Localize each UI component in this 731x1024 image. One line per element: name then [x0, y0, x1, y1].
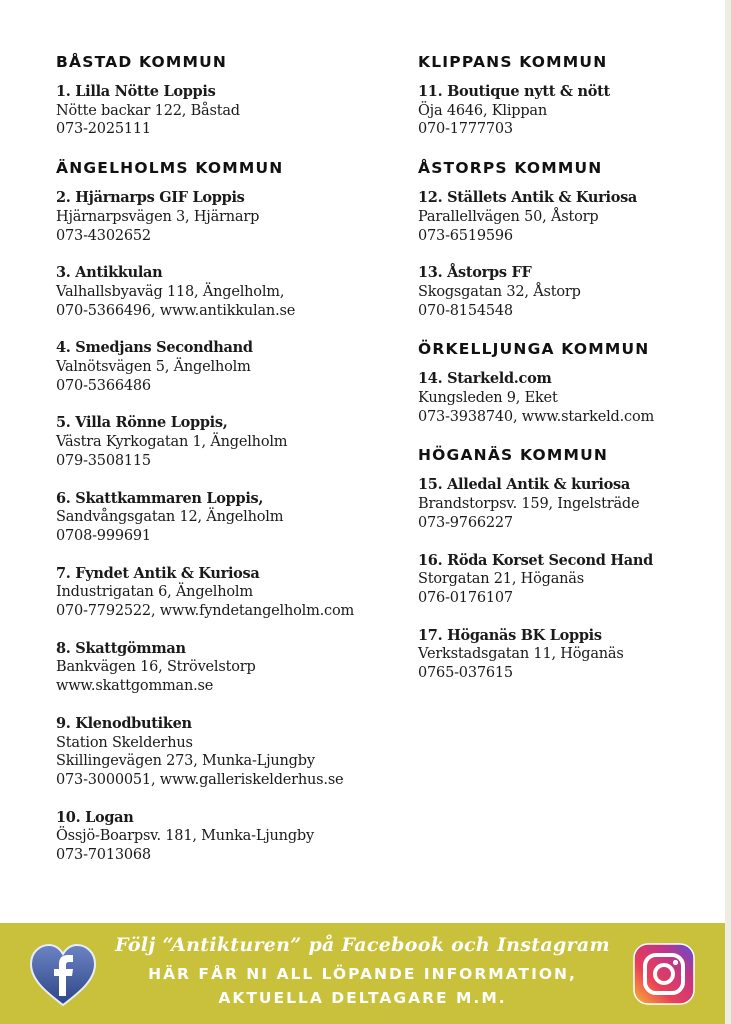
- section-title: BÅSTAD KOMMUN: [56, 53, 228, 71]
- shop-name: 12. Ställets Antik & Kuriosa: [418, 189, 638, 207]
- shop-detail-line: Össjö-Boarpsv. 181, Munka-Ljungby: [56, 828, 314, 845]
- section-title: ÄNGELHOLMS KOMMUN: [56, 159, 284, 178]
- shop-entry: [56, 490, 386, 546]
- kommun-section: [418, 445, 718, 682]
- section-title: ÖRKELLJUNGA KOMMUN: [418, 340, 650, 359]
- shop-name: 17. Höganäs BK Loppis: [418, 626, 602, 644]
- shop-detail-line: 070-8154548: [418, 302, 513, 319]
- shop-name: 5. Villa Rönne Loppis,: [56, 414, 228, 432]
- shop-detail-line: 073-3938740, www.starkeld.com: [418, 408, 655, 425]
- right-column: [418, 52, 718, 702]
- shop-name: 16. Röda Korset Second Hand: [418, 551, 653, 569]
- footer-info-text: HÄR FÅR NI ALL LÖPANDE INFORMATION,: [148, 965, 577, 983]
- shop-name: 10. Logan: [56, 808, 134, 826]
- shop-name: 3. Antikkulan: [56, 264, 163, 282]
- shop-entry: [56, 809, 386, 865]
- page-edge: [725, 0, 731, 1024]
- social-footer-banner: [0, 923, 725, 1024]
- shop-detail-line: Bankvägen 16, Strövelstorp: [56, 659, 256, 676]
- shop-detail-line: Parallellvägen 50, Åstorp: [418, 208, 599, 225]
- shop-detail-line: Station Skelderhus: [56, 734, 193, 751]
- kommun-section: [418, 339, 718, 426]
- shop-detail-line: Nötte backar 122, Båstad: [56, 102, 240, 119]
- shop-entry: [56, 715, 386, 790]
- shop-entry: [418, 83, 718, 139]
- shop-detail-line: Valnötsvägen 5, Ängelholm: [56, 359, 251, 376]
- shop-name: 13. Åstorps FF: [418, 264, 532, 282]
- section-title: HÖGANÄS KOMMUN: [418, 446, 609, 465]
- kommun-section: [56, 158, 386, 865]
- shop-name: 1. Lilla Nötte Loppis: [56, 83, 216, 100]
- shop-detail-line: Kungsleden 9, Eket: [418, 390, 558, 407]
- shop-entry: [56, 339, 386, 395]
- shop-detail-line: Valhallsbyaväg 118, Ängelholm,: [56, 283, 285, 300]
- shop-name: 15. Alledal Antik & kuriosa: [418, 476, 630, 494]
- facebook-heart-icon[interactable]: [28, 942, 98, 1008]
- shop-entry: [56, 264, 386, 320]
- shop-name: 11. Boutique nytt & nött: [418, 83, 610, 100]
- kommun-section: [418, 158, 718, 320]
- section-title: ÅSTORPS KOMMUN: [418, 159, 603, 178]
- shop-detail-line: 073-9766227: [418, 514, 513, 531]
- shop-detail-line: Västra Kyrkogatan 1, Ängelholm: [56, 434, 288, 451]
- shop-detail-line: 076-0176107: [418, 589, 513, 606]
- footer-follow-text: Följ “Antikturen” på Facebook och Instagram: [115, 934, 610, 956]
- shop-detail-line: Storgatan 21, Höganäs: [418, 571, 584, 588]
- kommun-section: [56, 52, 386, 139]
- shop-detail-line: 0708-999691: [56, 527, 151, 544]
- shop-name: 14. Starkeld.com: [418, 370, 552, 388]
- shop-name: 2. Hjärnarps GIF Loppis: [56, 189, 245, 207]
- left-column: [56, 52, 386, 884]
- footer-participants-text: AKTUELLA DELTAGARE M.M.: [218, 989, 507, 1007]
- shop-entry: [56, 565, 386, 621]
- shop-entry: [418, 476, 718, 532]
- shop-name: 8. Skattgömman: [56, 639, 186, 657]
- section-title: KLIPPANS KOMMUN: [418, 53, 608, 71]
- shop-detail-line: 073-7013068: [56, 847, 151, 864]
- shop-detail-line: 073-6519596: [418, 227, 513, 244]
- shop-entry: [56, 640, 386, 696]
- shop-entry: [56, 189, 386, 245]
- shop-detail-line: Industrigatan 6, Ängelholm: [56, 584, 253, 601]
- shop-name: 4. Smedjans Secondhand: [56, 339, 253, 357]
- shop-detail-line: 0765-037615: [418, 665, 513, 682]
- shop-detail-line: Öja 4646, Klippan: [418, 102, 548, 119]
- shop-detail-line: Hjärnarpsvägen 3, Hjärnarp: [56, 208, 260, 225]
- kommun-section: [418, 52, 718, 139]
- shop-detail-line: Sandvångsgatan 12, Ängelholm: [56, 509, 284, 526]
- shop-detail-line: 073-4302652: [56, 227, 151, 244]
- shop-entry: [418, 189, 718, 245]
- shop-detail-line: Skillingevägen 273, Munka-Ljungby: [56, 753, 315, 770]
- instagram-icon[interactable]: [632, 942, 696, 1006]
- shop-entry: [56, 83, 386, 139]
- shop-detail-line: 073-3000051, www.galleriskelderhus.se: [56, 771, 344, 788]
- shop-name: 7. Fyndet Antik & Kuriosa: [56, 564, 260, 582]
- shop-detail-line: 079-3508115: [56, 452, 151, 469]
- shop-detail-line: www.skattgomman.se: [56, 678, 214, 695]
- shop-entry: [418, 627, 718, 683]
- shop-detail-line: 070-5366496, www.antikkulan.se: [56, 302, 296, 319]
- shop-detail-line: 070-7792522, www.fyndetangelholm.com: [56, 603, 355, 620]
- shop-entry: [56, 414, 386, 470]
- shop-detail-line: 070-1777703: [418, 121, 513, 138]
- shop-detail-line: Brandstorpsv. 159, Ingelsträde: [418, 496, 640, 513]
- shop-entry: [418, 552, 718, 608]
- shop-detail-line: Verkstadsgatan 11, Höganäs: [418, 646, 624, 663]
- shop-detail-line: 070-5366486: [56, 377, 151, 394]
- shop-entry: [418, 370, 718, 426]
- shop-detail-line: Skogsgatan 32, Åstorp: [418, 283, 581, 300]
- shop-name: 9. Klenodbutiken: [56, 714, 192, 732]
- shop-entry: [418, 264, 718, 320]
- shop-name: 6. Skattkammaren Loppis,: [56, 489, 264, 507]
- shop-detail-line: 073-2025111: [56, 121, 151, 138]
